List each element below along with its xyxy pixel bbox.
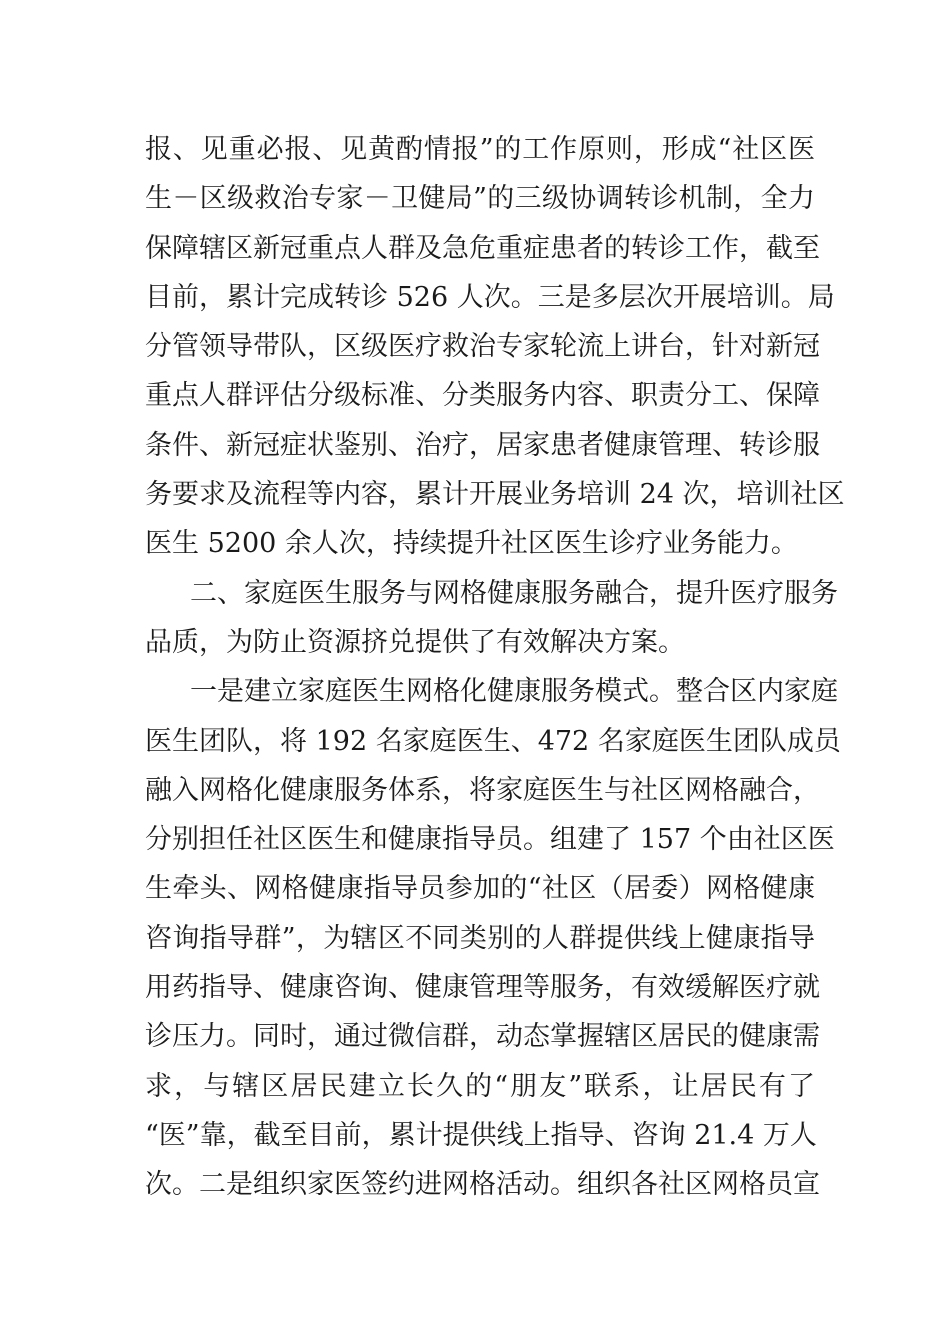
text-line: 诊压力。同时，通过微信群，动态掌握辖区居民的健康需 — [145, 1021, 820, 1053]
text-line: 务要求及流程等内容，累计开展业务培训 24 次，培训社区 — [145, 479, 845, 511]
text-line: 报、见重必报、见黄酌情报”的工作原则，形成“社区医 — [145, 134, 815, 165]
text-line: 条件、新冠症状鉴别、治疗，居家患者健康管理、转诊服 — [145, 429, 820, 461]
section-heading-line: 二、家庭医生服务与网格健康服务融合，提升医疗服务 — [190, 577, 838, 609]
text-line: 咨询指导群”，为辖区不同类别的人群提供线上健康指导 — [145, 922, 815, 954]
text-line: 生－区级救治专家－卫健局”的三级协调转诊机制，全力 — [145, 183, 815, 215]
text-line: 一是建立家庭医生网格化健康服务模式。整合区内家庭 — [190, 676, 838, 708]
text-line: 融入网格化健康服务体系，将家庭医生与社区网格融合， — [145, 774, 820, 806]
text-line: 重点人群评估分级标准、分类服务内容、职责分工、保障 — [145, 380, 820, 412]
text-line: 分管领导带队，区级医疗救治专家轮流上讲台，针对新冠 — [145, 331, 820, 363]
text-line: 生牵头、网格健康指导员参加的“社区（居委）网格健康 — [145, 873, 815, 905]
text-line: 求，与辖区居民建立长久的“朋友”联系，让居民有了 — [145, 1070, 815, 1102]
text-line: 用药指导、健康咨询、健康管理等服务，有效缓解医疗就 — [145, 972, 820, 1004]
text-line: “医”靠，截至目前，累计提供线上指导、咨询 21.4 万人 — [145, 1119, 817, 1151]
section-heading-line: 品质，为防止资源挤兑提供了有效解决方案。 — [145, 626, 685, 658]
text-line: 医生 5200 余人次，持续提升社区医生诊疗业务能力。 — [145, 528, 798, 560]
text-line: 目前，累计完成转诊 526 人次。三是多层次开展培训。局 — [145, 281, 835, 313]
text-line: 次。二是组织家医签约进网格活动。组织各社区网格员宣 — [145, 1169, 820, 1201]
document-body — [145, 125, 845, 1210]
text-line: 医生团队，将 192 名家庭医生、472 名家庭医生团队成员 — [145, 725, 841, 757]
text-line: 分别担任社区医生和健康指导员。组建了 157 个由社区医 — [145, 824, 835, 856]
text-line: 保障辖区新冠重点人群及急危重症患者的转诊工作，截至 — [145, 232, 820, 264]
